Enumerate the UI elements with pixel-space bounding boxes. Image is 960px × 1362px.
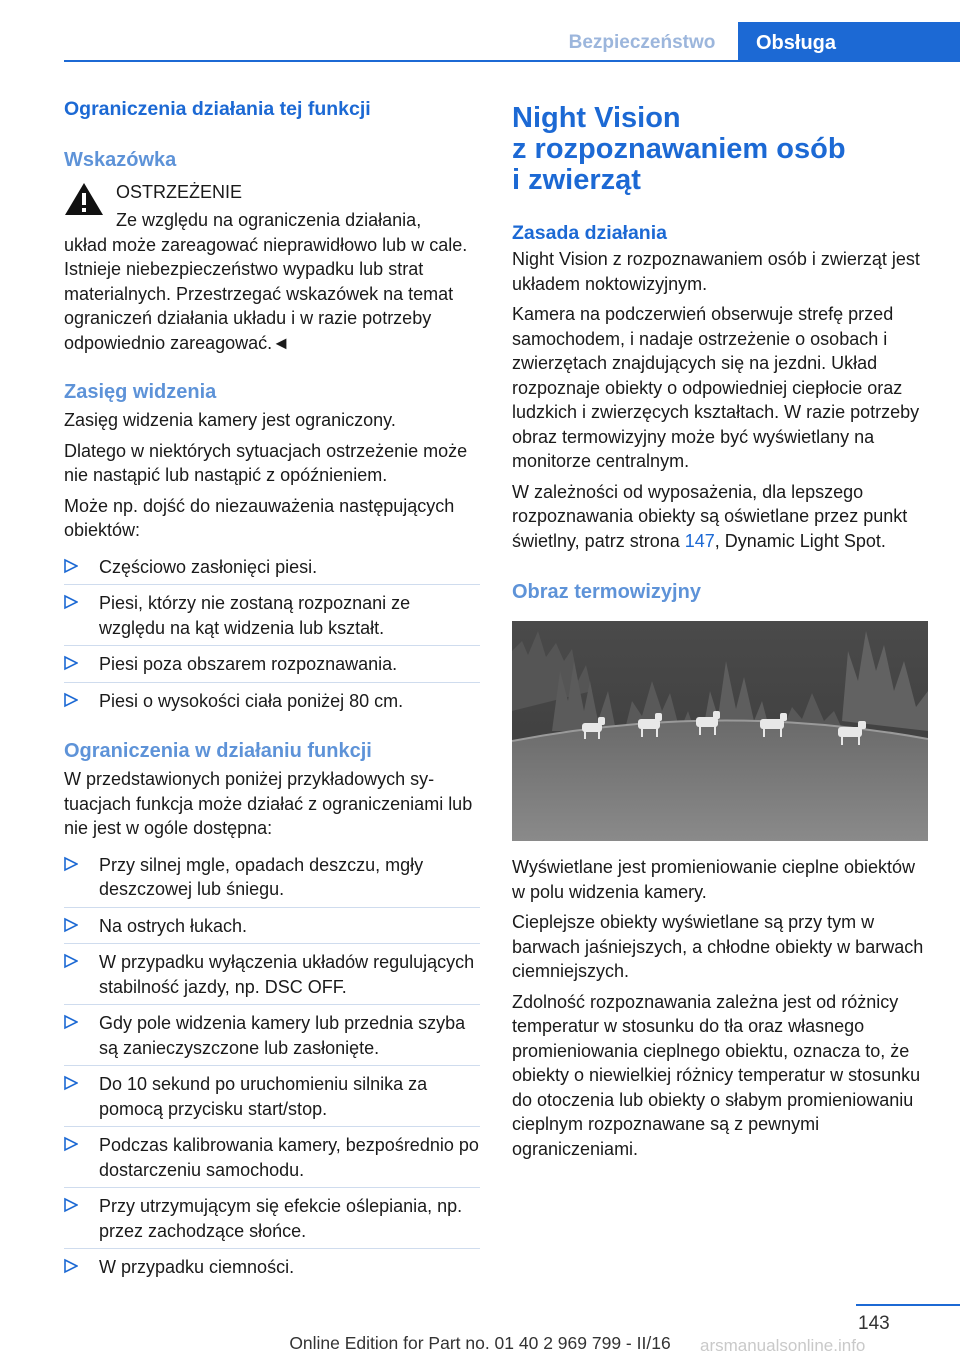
function-limits-heading: Ograniczenia w działaniu funkcji [64, 740, 372, 762]
list-item: Na ostrych łukach. [64, 908, 480, 945]
list-item: Przy utrzymującym się efekcie oślepiania, np. przez zachodzące słońce. [64, 1188, 480, 1249]
page-title [512, 103, 928, 196]
range-heading: Zasięg widzenia [64, 381, 217, 403]
list-item: W przypadku ciemności. [64, 1249, 480, 1285]
header-divider [64, 60, 960, 62]
bullet-triangle-icon [64, 953, 78, 969]
left-column [64, 96, 480, 1285]
range-paragraph-1: Zasięg widzenia kamery jest ograniczony. [64, 410, 396, 430]
principle-paragraph-1: Night Vision z rozpoznawaniem osób i zwierząt jest układem noktowizyjnym. [512, 249, 920, 294]
range-paragraph-3: Może np. dojść do niezauważenia następujących obiektów: [64, 495, 455, 540]
bullet-triangle-icon [64, 1136, 78, 1152]
list-item: Piesi, którzy nie zostaną rozpoznani ze względu na kąt widzenia lub kształt. [64, 585, 480, 646]
list-item: Do 10 sekund po uruchomieniu silnika za pomocą przycisku start/stop. [64, 1066, 480, 1127]
bullet-triangle-icon [64, 1014, 78, 1030]
right-column [512, 103, 928, 1161]
page-reference-link[interactable]: 147 [684, 530, 715, 551]
page-title-line-3: i zwierząt [512, 164, 641, 196]
bullet-triangle-icon [64, 594, 78, 610]
thermal-image-heading: Obraz termowizyjny [512, 581, 701, 603]
list-item: Piesi o wysokości ciała poniżej 80 cm. [64, 683, 480, 719]
thermal-paragraph-2: Cieplejsze obiekty wyświetlane są przy tym w barwach jaśniejszych, a chłodne obiekty w barwach ciemniejszych. [512, 912, 924, 981]
warning-first-line: Ze względu na ograniczenia działania, [116, 210, 422, 230]
warning-body: układ może zareagować nieprawidłowo lub w cale. Istnieje niebezpieczeństwo wypadku lub strat materialnych. Przestrzegać wskazówek na temat ograniczeń działania układu i w razie potrzeby odpowiednio zareagować.◄ [64, 234, 468, 353]
edition-note: Online Edition for Part no. 01 40 2 969 799 - II/16 [289, 1333, 671, 1353]
footer-divider [856, 1304, 960, 1306]
bullet-triangle-icon [64, 692, 78, 708]
list-item: W przypadku wyłączenia układów regulujących stabilność jazdy, np. DSC OFF. [64, 944, 480, 1005]
list-item: Przy silnej mgle, opadach deszczu, mgły deszczowej lub śniegu. [64, 847, 480, 908]
function-limits-paragraph: W przedstawionych poniżej przykładowych sytuacjach funkcja może działać z ograniczeniami lub nie jest w ogóle dostępna: [64, 769, 473, 838]
bullet-triangle-icon [64, 917, 78, 933]
function-limits-list [64, 847, 480, 1285]
thermal-paragraph-3: Zdolność rozpoznawania zależna jest od różnicy temperatur w stosunku do tła oraz własnego promieniowania cieplnego obiektu, oznacza to, że obiekty o niewielkiej różnicy temperatur w stosunku do otoczenia lub obiekty o słabym promieniowaniu cieplnym rozpoznawane są z pewnymi ograniczeniami. [512, 991, 921, 1159]
list-item: Podczas kalibrowania kamery, bezpośrednio po dostarczeniu samochodu. [64, 1127, 480, 1188]
principle-heading: Zasada działania [512, 222, 667, 244]
warning-block [64, 179, 480, 233]
bullet-triangle-icon [64, 558, 78, 574]
header-tab-obsluga[interactable]: Obsługa [738, 22, 960, 62]
header-tab-bezpieczenstwo[interactable]: Bezpieczeństwo [568, 32, 716, 53]
bullet-triangle-icon [64, 1075, 78, 1091]
note-heading: Wskazówka [64, 149, 177, 171]
page-title-line-2: z rozpoznawaniem osób [512, 133, 846, 165]
page-title-line-1: Night Vision [512, 102, 681, 134]
range-paragraph-2: Dlatego w niektórych sytuacjach ostrzeżenie może nie nastąpić lub nastąpić z opóźnieniem. [64, 440, 468, 485]
principle-paragraph-3: W zależności od wyposażenia, dla lepszego rozpoznawania obiekty są oświetlane przez punkt świetlny, patrz strona 147, Dynamic Light Spot. [512, 481, 908, 551]
watermark: arsmanualsonline.info [700, 1336, 866, 1355]
range-list [64, 549, 480, 719]
bullet-triangle-icon [64, 655, 78, 671]
bullet-triangle-icon [64, 1197, 78, 1213]
bullet-triangle-icon [64, 856, 78, 872]
thermal-paragraph-1: Wyświetlane jest promieniowanie cieplne obiektów w polu widzenia kamery. [512, 857, 916, 902]
page-number: 143 [858, 1313, 890, 1334]
thermal-camera-image [512, 621, 928, 841]
list-item: Częściowo zasłonięci piesi. [64, 549, 480, 586]
limitations-heading: Ograniczenia działania tej funkcji [64, 98, 371, 120]
list-item: Gdy pole widzenia kamery lub przednia szyba są zanieczyszczone lub zasłonięte. [64, 1005, 480, 1066]
list-item: Piesi poza obszarem rozpoznawania. [64, 646, 480, 683]
bullet-triangle-icon [64, 1258, 78, 1274]
principle-paragraph-2: Kamera na podczerwień obserwuje strefę przed samochodem, i nadaje ostrzeżenie o osobach i zwierzętach znajdujących się na jezdni. Układ rozpoznaje obiekty o odpowiedniej ciepłocie oraz ludzkich i zwierzęcych kształtach. W razie potrzeby obraz termowizyjny może być wyświetlany na monitorze centralnym. [512, 304, 920, 471]
warning-triangle-icon [64, 181, 104, 217]
warning-title: OSTRZEŻENIE [116, 182, 243, 202]
